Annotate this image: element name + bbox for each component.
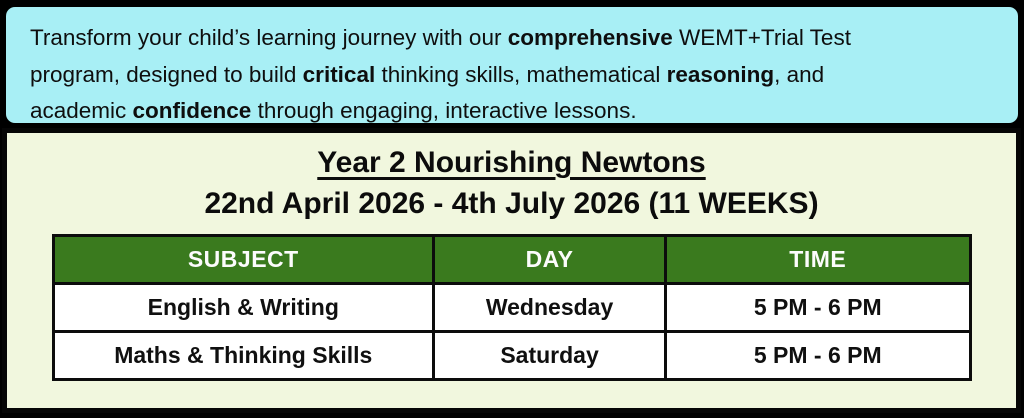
promo-text-line-1 <box>30 20 994 57</box>
promo-text-segment: thinking skills, mathematical <box>375 61 667 87</box>
table-row <box>53 284 970 332</box>
column-header-day: DAY <box>434 236 666 284</box>
cell-day: Wednesday <box>434 284 666 332</box>
promo-banner <box>6 7 1018 123</box>
promo-text-segment-bold: comprehensive <box>507 25 673 50</box>
cell-day: Saturday <box>434 332 666 380</box>
table-row <box>53 332 970 380</box>
promo-text-segment-bold: confidence <box>132 98 252 123</box>
program-title: Year 2 Nourishing Newtons <box>317 146 706 179</box>
promo-text-segment-bold: reasoning <box>666 61 775 87</box>
program-dates: 22nd April 2026 - 4th July 2026 (11 WEEKS) <box>204 187 819 220</box>
program-panel <box>2 128 1021 413</box>
promo-text-segment: program, designed to build <box>30 61 303 87</box>
schedule-table-body <box>53 284 970 380</box>
promo-text-segment: , and <box>774 61 825 87</box>
cell-time: 5 PM - 6 PM <box>666 332 970 380</box>
column-header-time: TIME <box>666 236 970 284</box>
promo-text-segment-bold: critical <box>302 61 376 87</box>
schedule-table-head <box>53 236 970 284</box>
promo-text-segment: WEMT+Trial Test <box>672 25 851 50</box>
promo-text-line-2 <box>30 57 994 94</box>
cell-time: 5 PM - 6 PM <box>666 284 970 332</box>
promo-text-segment: Transform your child’s learning journey with our <box>30 25 508 50</box>
promo-text-segment: through engaging, interactive lessons. <box>251 98 637 123</box>
cell-subject: English & Writing <box>53 284 434 332</box>
promo-text-segment: academic <box>30 98 133 123</box>
cell-subject: Maths & Thinking Skills <box>53 332 434 380</box>
promo-text-line-3 <box>30 93 994 130</box>
schedule-table <box>52 234 972 381</box>
column-header-subject: SUBJECT <box>53 236 434 284</box>
header-row <box>53 236 970 284</box>
